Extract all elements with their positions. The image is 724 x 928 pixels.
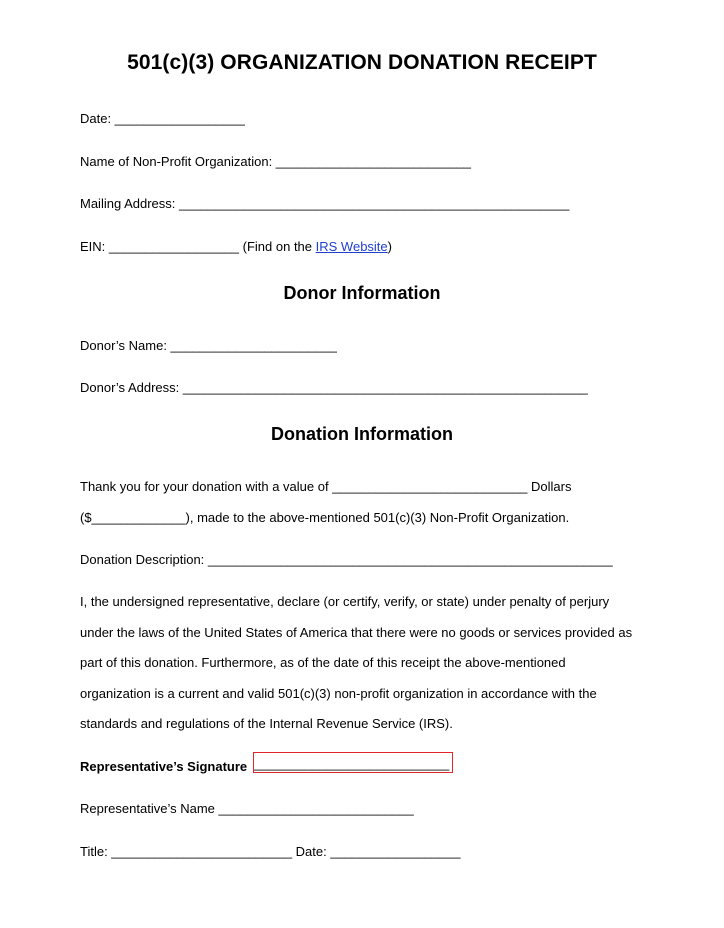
signature-line: ___________________________ (254, 756, 450, 771)
organization-name-field[interactable]: Name of Non-Profit Organization: ___________________________ (80, 154, 472, 169)
declaration-line: under the laws of the United States of America that there were no goods or services provided as (80, 625, 633, 640)
date-field[interactable]: Date: __________________ (80, 111, 245, 126)
title-date-field[interactable]: Title: _________________________ Date: __________________ (80, 844, 461, 859)
donation-description-field[interactable]: Donation Description: ________________________________________________________ (80, 552, 613, 567)
declaration-line: part of this donation. Furthermore, as of the date of this receipt the above-mentioned (80, 655, 566, 670)
donor-address-field[interactable]: Donor’s Address: ________________________________________________________ (80, 380, 588, 395)
signature-field[interactable] (253, 752, 453, 773)
irs-website-link[interactable]: IRS Website (315, 239, 388, 254)
ein-suffix: ) (387, 239, 392, 254)
document-title: 501(c)(3) ORGANIZATION DONATION RECEIPT (127, 51, 597, 74)
donor-name-field[interactable]: Donor’s Name: _______________________ (80, 338, 337, 353)
ein-field[interactable] (80, 239, 392, 255)
declaration-line: organization is a current and valid 501(c)(3) non-profit organization in accordance with the (80, 686, 597, 701)
signature-label: Representative’s Signature (80, 759, 248, 774)
declaration-line: I, the undersigned representative, declare (or certify, verify, or state) under penalty of perjury (80, 594, 610, 609)
donation-amount-field[interactable]: ($_____________), made to the above-mentioned 501(c)(3) Non-Profit Organization. (80, 510, 570, 525)
donor-information-heading: Donor Information (283, 283, 441, 303)
representative-name-field[interactable]: Representative’s Name ___________________________ (80, 801, 414, 816)
declaration-line: standards and regulations of the Internal Revenue Service (IRS). (80, 716, 453, 731)
mailing-address-field[interactable]: Mailing Address: ______________________________________________________ (80, 196, 570, 211)
donation-information-heading: Donation Information (271, 424, 453, 444)
donation-value-field[interactable]: Thank you for your donation with a value of ___________________________ Dollars (80, 479, 572, 494)
ein-text: EIN: __________________ (Find on the (80, 239, 316, 254)
